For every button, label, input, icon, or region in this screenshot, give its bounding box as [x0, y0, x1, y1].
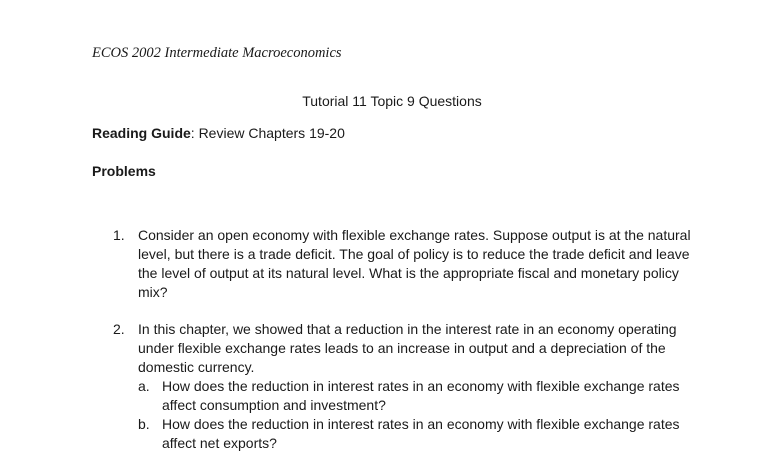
subquestion-text: How does the reduction in interest rates in an economy with flexible exchange rates affect consumption and investment?: [162, 378, 680, 413]
reading-guide: [92, 125, 345, 141]
subquestion-letter: b.: [138, 416, 150, 432]
tutorial-title: Tutorial 11 Topic 9 Questions: [302, 93, 482, 109]
question-1: [113, 226, 698, 302]
question-number: 1.: [113, 227, 125, 243]
subquestion-text: How does the reduction in interest rates in an economy with flexible exchange rates affect net exports?: [162, 416, 680, 451]
problems-heading: Problems: [92, 163, 156, 179]
question-number: 2.: [113, 321, 125, 337]
reading-guide-label: Reading Guide: [92, 125, 191, 141]
subquestion-a: [138, 377, 698, 415]
course-title: ECOS 2002 Intermediate Macroeconomics: [92, 45, 342, 61]
subquestion-letter: a.: [138, 378, 150, 394]
question-2: [113, 320, 698, 453]
subquestion-b: [138, 415, 698, 453]
reading-guide-text: : Review Chapters 19-20: [190, 125, 345, 141]
question-text: Consider an open economy with flexible exchange rates. Suppose output is at the natural level, but there is a trade deficit. The goal of policy is to reduce the trade deficit and leave the level of output at its natural level. What is the appropriate fiscal and monetary policy mix?: [138, 227, 691, 300]
question-text: In this chapter, we showed that a reduction in the interest rate in an economy operating under flexible exchange rates leads to an increase in output and a depreciation of the domestic currency.: [138, 321, 677, 375]
